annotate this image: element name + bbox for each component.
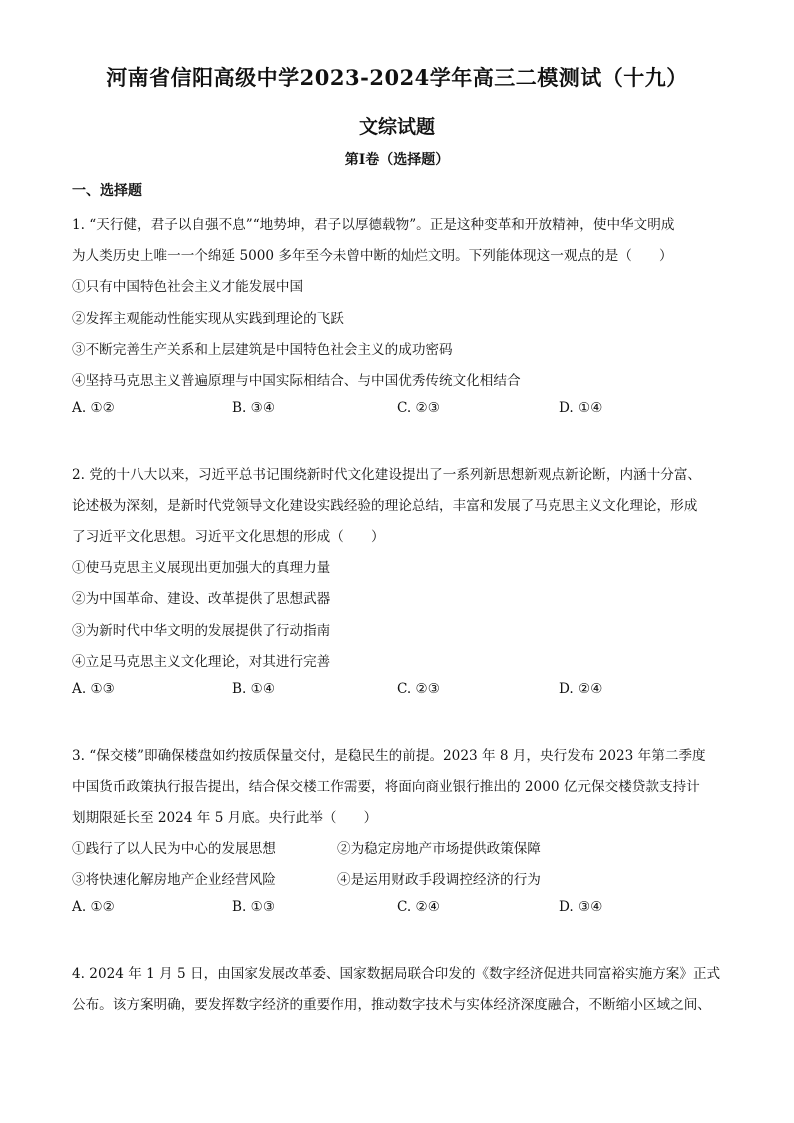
q4-stem-line: 公布。该方案明确，要发挥数字经济的重要作用，推动数字技术与实体经济深度融合，不断缩小区域之间、	[72, 997, 711, 1013]
option-b: B. ③④	[232, 400, 276, 416]
exam-title: 河南省信阳高级中学2023-2024学年高三二模测试（十九）	[106, 65, 688, 90]
q3-item: ①践行了以人民为中心的发展思想	[72, 841, 276, 857]
option-d: D. ③④	[559, 899, 603, 915]
option-c: C. ②③	[397, 681, 440, 697]
q4-stem-line: 4. 2024 年 1 月 5 日，由国家发展改革委、国家数据局联合印发的《数字经济促进共同富裕实施方案》正式	[72, 966, 721, 982]
option-b: B. ①③	[232, 899, 276, 915]
option-d: D. ①④	[559, 400, 603, 416]
volume-heading: 第Ⅰ卷（选择题）	[344, 152, 450, 168]
option-b: B. ①④	[232, 681, 276, 697]
q3-stem-line: 中国货币政策执行报告提出，结合保交楼工作需要，将面向商业银行推出的 2000 亿元保交楼贷款支持计	[72, 779, 700, 795]
exam-subtitle: 文综试题	[358, 116, 435, 138]
q2-item: ①使马克思主义展现出更加强大的真理力量	[72, 560, 331, 576]
q1-item: ③不断完善生产关系和上层建筑是中国特色社会主义的成功密码	[72, 342, 453, 358]
q3-item-row	[72, 837, 541, 857]
q1-item: ①只有中国特色社会主义才能发展中国	[72, 279, 304, 295]
q2-item: ②为中国革命、建设、改革提供了思想武器	[72, 591, 331, 607]
q2-item: ③为新时代中华文明的发展提供了行动指南	[72, 623, 331, 639]
option-a: A. ①③	[72, 681, 115, 697]
option-d: D. ②④	[559, 681, 603, 697]
q3-stem-line: 3. “保交楼”即确保楼盘如约按质保量交付，是稳民生的前提。2023 年 8 月，央行发布 2023 年第二季度	[72, 748, 706, 764]
q2-stem-line: 论述极为深刻，是新时代党领导文化建设实践经验的理论总结，丰富和发展了马克思主义文化理论，形成	[72, 498, 698, 514]
q1-item: ②发挥主观能动性能实现从实践到理论的飞跃	[72, 311, 344, 327]
option-c: C. ②③	[397, 400, 440, 416]
q3-item: ④是运用财政手段调控经济的行为	[337, 872, 541, 888]
q2-item: ④立足马克思主义文化理论，对其进行完善	[72, 654, 331, 670]
q2-stem-line: 了习近平文化思想。习近平文化思想的形成（ ）	[72, 529, 385, 545]
q1-stem-line: 为人类历史上唯一一个绵延 5000 多年至今未曾中断的灿烂文明。下列能体现这一观点的是（ ）	[72, 248, 673, 264]
q3-stem-line: 划期限延长至 2024 年 5 月底。央行此举（ ）	[72, 810, 378, 826]
section-heading: 一、选择题	[72, 183, 142, 199]
q3-item: ③将快速化解房地产企业经营风险	[72, 872, 276, 888]
q3-item: ②为稳定房地产市场提供政策保障	[337, 841, 541, 857]
q3-item-row	[72, 868, 541, 888]
option-a: A. ①②	[72, 400, 115, 416]
q2-stem-line: 2. 党的十八大以来，习近平总书记围绕新时代文化建设提出了一系列新思想新观点新论断，内涵十分富、	[72, 467, 702, 483]
option-c: C. ②④	[397, 899, 440, 915]
q1-stem-line: 1. “天行健，君子以自强不息”“地势坤，君子以厚德载物”。正是这种变革和开放精神，使中华文明成	[72, 217, 675, 233]
option-a: A. ①②	[72, 899, 115, 915]
q1-item: ④坚持马克思主义普遍原理与中国实际相结合、与中国优秀传统文化相结合	[72, 373, 521, 389]
